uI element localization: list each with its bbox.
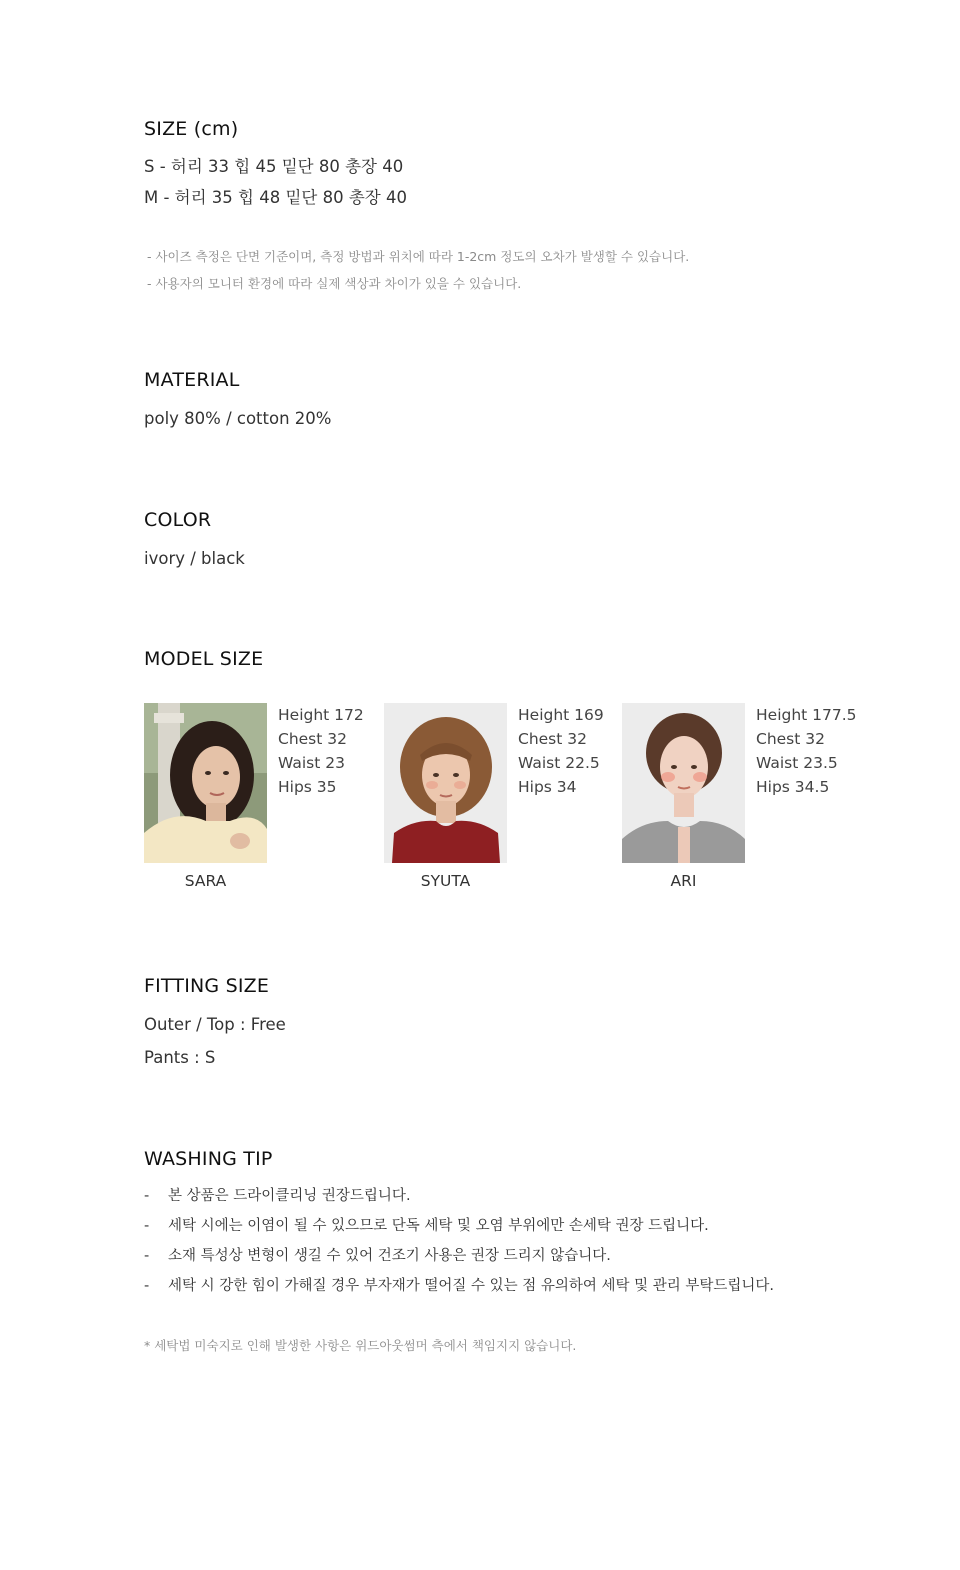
model-photo-ari	[622, 703, 745, 863]
model-height: Height 172	[278, 706, 364, 724]
color-value: ivory / black	[144, 549, 245, 568]
model-height: Height 177.5	[756, 706, 857, 724]
model-waist: Waist 23.5	[756, 754, 838, 772]
material-value: poly 80% / cotton 20%	[144, 409, 332, 428]
model-card-syuta	[384, 703, 624, 893]
model-waist: Waist 23	[278, 754, 345, 772]
washing-tip-text: 세탁 시에는 이염이 될 수 있으므로 단독 세탁 및 오염 부위에만 손세탁 권장 드립니다.	[168, 1218, 709, 1234]
size-row-m: M - 허리 35 힙 48 밑단 80 총장 40	[144, 188, 407, 207]
model-name-ari: ARI	[670, 872, 697, 890]
model-card-sara	[144, 703, 384, 893]
model-stats-ari	[756, 703, 857, 799]
washing-tip-title: WASHING TIP	[144, 1148, 273, 1170]
model-chest: Chest 32	[278, 730, 347, 748]
size-note-monitor: - 사용자의 모니터 환경에 따라 실제 색상과 차이가 있을 수 있습니다.	[147, 276, 522, 291]
washing-footnote: * 세탁법 미숙지로 인해 발생한 사항은 위드아웃썸머 측에서 책임지지 않습니다.	[144, 1338, 577, 1353]
model-photo-sara	[144, 703, 267, 863]
washing-tip-item	[144, 1246, 611, 1266]
color-title: COLOR	[144, 509, 212, 531]
washing-tip-text: 소재 특성상 변형이 생길 수 있어 건조기 사용은 권장 드리지 않습니다.	[168, 1248, 611, 1264]
model-hips: Hips 35	[278, 778, 337, 796]
list-dash: -	[144, 1188, 150, 1204]
model-hips: Hips 34.5	[756, 778, 830, 796]
fitting-outer-top: Outer / Top : Free	[144, 1015, 286, 1034]
model-waist: Waist 22.5	[518, 754, 600, 772]
model-stats-sara	[278, 703, 364, 799]
washing-tip-item	[144, 1276, 774, 1296]
list-dash: -	[144, 1278, 150, 1294]
model-hips: Hips 34	[518, 778, 577, 796]
model-card-ari	[622, 703, 862, 893]
model-size-title: MODEL SIZE	[144, 648, 264, 670]
list-dash: -	[144, 1248, 150, 1264]
washing-tip-text: 세탁 시 강한 힘이 가해질 경우 부자재가 떨어질 수 있는 점 유의하여 세탁 및 관리 부탁드립니다.	[168, 1278, 775, 1294]
model-name-syuta: SYUTA	[420, 872, 471, 890]
fitting-size-title: FITTING SIZE	[144, 975, 270, 997]
model-photo-syuta	[384, 703, 507, 863]
size-row-s: S - 허리 33 힙 45 밑단 80 총장 40	[144, 157, 404, 176]
size-note-measurement: - 사이즈 측정은 단면 기준이며, 측정 방법과 위치에 따라 1-2cm 정도의 오차가 발생할 수 있습니다.	[147, 249, 690, 264]
model-height: Height 169	[518, 706, 604, 724]
material-title: MATERIAL	[144, 369, 240, 391]
list-dash: -	[144, 1218, 150, 1234]
washing-tip-item	[144, 1216, 709, 1236]
model-stats-syuta	[518, 703, 604, 799]
fitting-pants: Pants : S	[144, 1048, 216, 1067]
washing-tip-item	[144, 1186, 411, 1206]
size-title: SIZE (cm)	[144, 118, 239, 140]
model-name-sara: SARA	[184, 872, 227, 890]
washing-tip-text: 본 상품은 드라이클리닝 권장드립니다.	[168, 1188, 411, 1204]
model-chest: Chest 32	[756, 730, 825, 748]
model-chest: Chest 32	[518, 730, 587, 748]
